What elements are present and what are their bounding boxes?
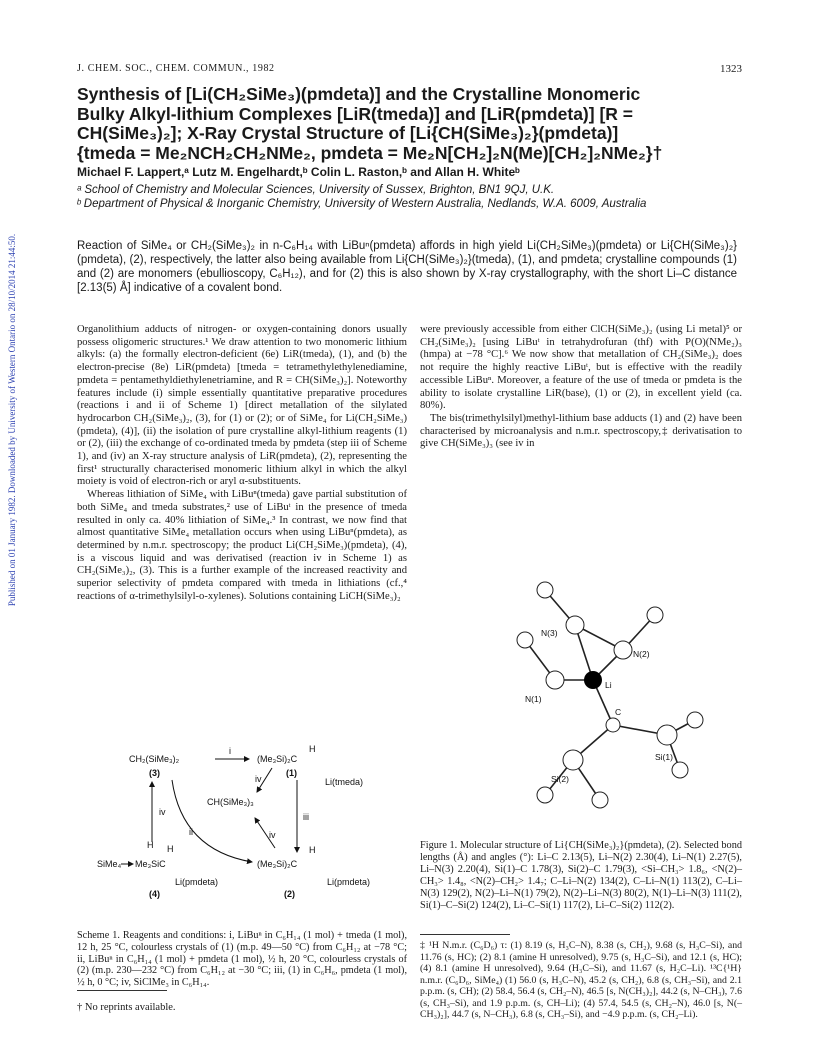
step-label-i: i xyxy=(229,746,231,756)
compound-3-formula: CH₂(SiMe₃)₂ xyxy=(129,754,180,764)
atom-label-n2: N(2) xyxy=(633,649,650,659)
compound-4-number: (4) xyxy=(149,889,160,899)
atom-label-c: C xyxy=(615,707,622,717)
arrow-ii xyxy=(172,780,252,862)
author-list: Michael F. Lappert,ᵃ Lutz M. Engelhardt,ᵇ Colin L. Raston,ᵇ and Allan H. Whiteᵇ xyxy=(77,165,520,179)
atom-label-li: Li xyxy=(605,680,612,690)
affiliation-b: ᵇ Department of Physical & Inorganic Chemistry, University of Western Australia, Nedlands, W.A. 6009, Australia xyxy=(77,198,647,210)
compound-2-formula: (Me₃Si)₂C xyxy=(257,859,298,869)
compound-1-formula: (Me₃Si)₂C xyxy=(257,754,298,764)
footnote-dagger: † No reprints available. xyxy=(77,1002,176,1013)
bonds xyxy=(525,590,695,800)
lithium-atom xyxy=(584,671,602,689)
step-label-ii: ii xyxy=(189,827,193,837)
atom-label-n3: N(3) xyxy=(541,628,558,638)
paragraph: Whereas lithiation of SiMe₄ with LiBuⁿ(tmeda) gave partial substitution of both SiMe₄ and tmeda substrates,² use of LiBuᵗ in the presence of tmeda resulted in only ca. 40% lithiation of SiMe₄.³ In contrast, we now find that almost quantitative SiMe₄ metallation occurs when using LiBuⁿ(pmdeta), as determined by n.m.r. spectroscopy; the product Li(CH₂SiMe₃)(pmdeta), (4), is a viscous liquid and was derivatised (reaction iv in Scheme 1) as CH₂(SiMe₃)₂, (3). This is a further example of the increased reactivity and superior selectivity of pmdeta compared with tmeda in lithiations (cf.,⁴ reactions of α-trimethylsilyl-o-xylenes). Solutions containing LiCH(SiMe₃)₂ xyxy=(77,489,407,602)
atom-label-si1: Si(1) xyxy=(655,752,673,762)
tris-formula: CH(SiMe₃)₃ xyxy=(207,797,254,807)
footnote-divider xyxy=(420,934,510,935)
compound-2-h: H xyxy=(309,845,316,855)
atom-label-si2: Si(2) xyxy=(551,774,569,784)
sime4-formula: SiMe₄ xyxy=(97,859,122,869)
atom-label-n1: N(1) xyxy=(525,694,542,704)
compound-1-h: H xyxy=(309,744,316,754)
compound-2-li: Li(pmdeta) xyxy=(327,877,371,887)
compound-4-h: H xyxy=(147,840,154,850)
footnote-nmr: ‡ ¹H N.m.r. (C₆D₆) τ: (1) 8.19 (s, H₃C–N), 8.38 (s, CH₂), 9.68 (s, H₃C–Si), and 11.76 (s, HC); (2) 8.1 (amine H unresolved), 9.75 (s, H₃C–Si), and 12.1 (s, HC); (4) 8.1 (amine H unresolved), 9.64 (H₃C–Si), and 11.67 (s, H₂C–Li). ¹³C{¹H} n.m.r. (C₆D₆, SiMe₄) (1) 56.0 (s, H₃C–N), 45.2 (s, CH₂), 6.8 (s, CH₃–Si), and 2.1 p.p.m. (s, CH); (2) 58.4, 56.4 (s, CH₂–N), 46.5 [s, N(CH₃)₂], 44.2 (s, N–CH₃), 7.6 (s, CH₃–Si), and 1.9 p.p.m. (s, CH–Li); (4) 57.4, 54.5 (s, CH₂–N), 46.0 [s, N(–CH₃)₂], 44.7 (s, N–CH₃), 6.8 (s, CH₃–Si), and −4.9 p.p.m. (s, CH₂–Li). xyxy=(420,940,742,1020)
atoms xyxy=(517,582,703,808)
abstract: Reaction of SiMe₄ or CH₂(SiMe₃)₂ in n-C₆H₁₄ with LiBuⁿ(pmdeta) affords in high yield Li(CH₂SiMe₃)(pmdeta) or Li{CH(SiMe₃)₂}(pmdeta), (2), respectively, the latter also being available from Li{CH(SiMe₃)₂}(tmeda), (1), and pmdeta; crystalline compounds (1) and (2) are monomers (ebullioscopy, C₆H₁₂), and for (2) this is also shown by X-ray crystallography, with the short Li–C distance [2.13(5) Å] indicative of a covalent bond. xyxy=(77,240,737,294)
figure-caption: Figure 1. Molecular structure of Li{CH(SiMe₃)₂}(pmdeta), (2). Selected bond lengths (Å) and angles (°): Li–C 2.13(5), Li–N(2) 2.30(4), Li–N(1) 2.27(5), Li–N(3) 2.20(4), Si(1)–C 1.78(3), Si(2)–C 1.79(3), <Si–CH₃> 1.8₆, <N(2)–CH₃> 1.4₈, <N(2)–CH₂> 1.4₇; C–Li–N(2) 134(2), C–Li–N(1) 113(2), C–Li–N(3) 129(2), N(2)–Li–N(1) 79(2), N(2)–Li–N(3) 80(2), N(1)–Li–N(3) 111(2), Si(1)–C–Si(2) 124(2), Li–C–Si(1) 117(2), Li–C–Si(2) 112(2). xyxy=(420,840,742,911)
paragraph: were previously accessible from either ClCH(SiMe₃)₂ (using Li metal)⁵ or CH₂(SiMe₃)₂ [using LiBuᵗ in tetrahydrofuran (thf) with P(O)(NMe₂)₃ (hmpa) at −78 °C].⁶ We now show that metallation of CH₂(SiMe₃)₂ does not require the highly reactive LiBuᵗ, but is effective with the readily accessible LiBuⁿ. Moreover, a feature of the use of tmeda or pmdeta is the ability to isolate crystalline LiR(base), (1) or (2), in excellent yield (ca. 80%). xyxy=(420,324,742,412)
left-column xyxy=(77,324,407,603)
molecular-structure-figure xyxy=(455,520,715,825)
right-column xyxy=(420,324,742,451)
compound-2-number: (2) xyxy=(284,889,295,899)
compound-4-h2: H xyxy=(167,844,174,854)
step-label-iii: iii xyxy=(303,812,309,822)
paragraph: Organolithium adducts of nitrogen- or oxygen-containing donors usually possess oligomeric structures.¹ We draw attention to two monomeric lithium alkyls: (a) the formally electron-deficient (6e) LiR(tmeda), (1), and (b) the electron-precise (8e) LiR(pmdeta) [tmeda = tetramethylethylenediamine, pmdeta = pentamethyldiethylenetriamine, and R = CH(SiMe₃)₂]. Noteworthy features include (i) simple essentially quantitative preparative procedures (reactions i and ii of Scheme 1) [direct metallation of the silylated hydrocarbon CH₂(SiMe₃)₂, (3), for (1) or (2); or of SiMe₄ for Li(CH₂SiMe₃)(pmdeta), (4)], (ii) the isolation of pure crystalline alkyl-lithium reagents (1) or (2), (iii) the exchange of co-ordinated tmeda by pmdeta (step iii of Scheme 1), and (iv) an X-ray structure analysis of LiR(pmdeta), (2), representing the first¹ structurally characterised monomeric lithium alkyl in which the alkyl moiety is void of electron-rich or aryl α-substituents. xyxy=(77,324,407,488)
compound-1-li: Li(tmeda) xyxy=(325,777,364,787)
journal-name: J. CHEM. SOC., CHEM. COMMUN., 1982 xyxy=(77,63,275,74)
step-label-iv-3: iv xyxy=(159,807,166,817)
reaction-scheme xyxy=(77,740,407,900)
page-number: 1323 xyxy=(720,63,742,75)
compound-1-number: (1) xyxy=(286,768,297,778)
compound-4-formula: Me₃SiC xyxy=(135,859,166,869)
download-watermark: Published on 01 January 1982. Downloaded by University of Western Ontario on 28/10/2014 21:44:50. xyxy=(7,233,17,607)
running-header xyxy=(77,63,742,74)
article-title: Synthesis of [Li(CH₂SiMe₃)(pmdeta)] and the Crystalline Monomeric Bulky Alkyl-lithium Complexes [LiR(tmeda)] and [LiR(pmdeta)] [R = CH(SiMe₃)₂]; X-Ray Crystal Structure of [Li{CH(SiMe₃)₂}(pmdeta)] {tmeda = Me₂NCH₂CH₂NMe₂, pmdeta = Me₂N[CH₂]₂N(Me)[CH₂]₂NMe₂}† xyxy=(77,84,663,163)
step-label-iv-1: iv xyxy=(255,774,262,784)
step-label-iv-2: iv xyxy=(269,830,276,840)
compound-4-li: Li(pmdeta) xyxy=(175,877,219,887)
paragraph: The bis(trimethylsilyl)methyl-lithium base adducts (1) and (2) have been characterised by microanalysis and n.m.r. spectroscopy,‡ derivatisation to give CH(SiMe₃)₃ (see iv in xyxy=(420,412,742,450)
compound-3-number: (3) xyxy=(149,768,160,778)
footnote-divider xyxy=(77,990,167,991)
scheme-caption: Scheme 1. Reagents and conditions: i, LiBuⁿ in C₆H₁₄ (1 mol) + tmeda (1 mol), 12 h, 25 °C, colourless crystals of (1) (m.p. 49—50 °C) from C₆H₁₂ at −78 °C; ii, LiBuⁿ in C₆H₁₄ (1 mol) + pmdeta (1 mol), ½ h, 20 °C, colourless crystals of (2) (m.p. 230—232 °C) from C₆H₁₂ at −30 °C; iii, (1) in C₆H₆, pmdeta (1 mol), ½ h, 0 °C; iv, SiClMe₃ in C₆H₁₄. xyxy=(77,930,407,989)
affiliation-a: ᵃ School of Chemistry and Molecular Sciences, University of Sussex, Brighton, BN1 9QJ, U.K. xyxy=(77,184,555,196)
